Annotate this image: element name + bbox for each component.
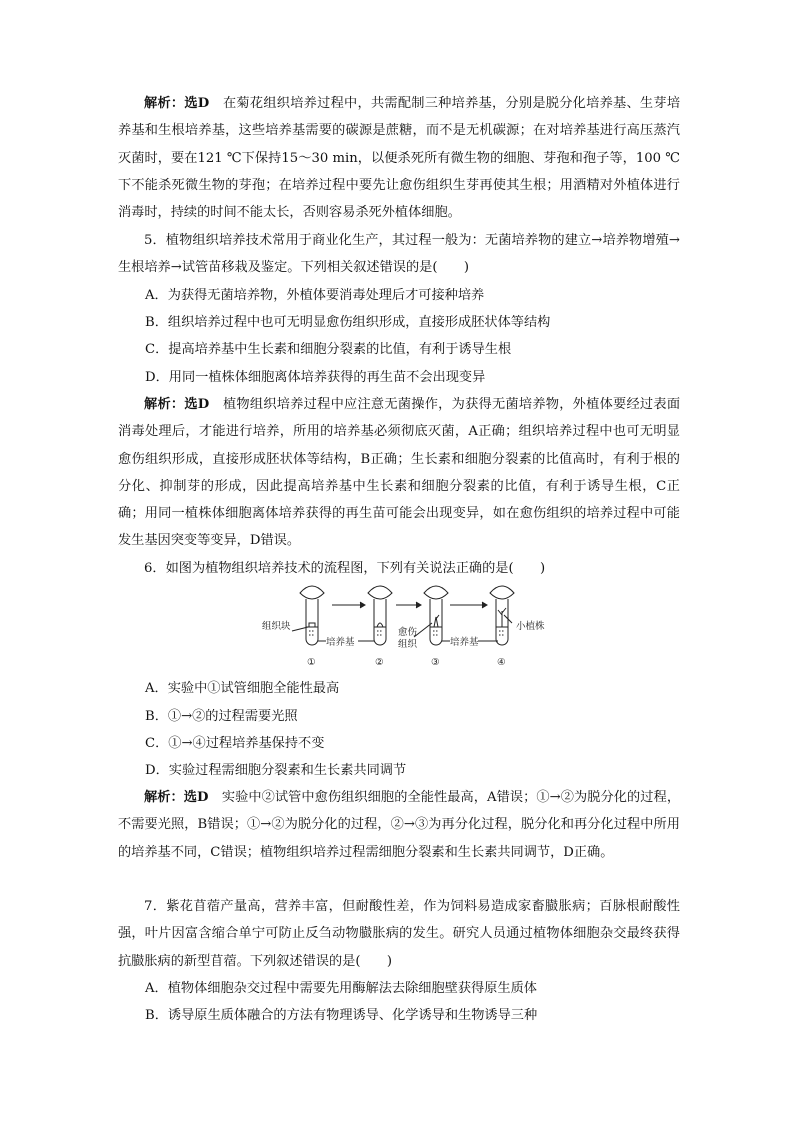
question-6-stem: 6．如图为植物组织培养技术的流程图，下列有关说法正确的是( ) bbox=[144, 561, 546, 576]
label-tissue-block: 组织块 bbox=[262, 621, 291, 632]
q7-option-b: B．诱导原生质体融合的方法有物理诱导、化学诱导和生物诱导三种 bbox=[145, 1008, 538, 1023]
analysis-label: 解析：选D bbox=[144, 790, 209, 805]
label-callus-2: 组织 bbox=[398, 639, 418, 650]
label-plantlet: 小植株 bbox=[516, 621, 545, 632]
q6-analysis bbox=[118, 784, 680, 866]
tube-number-1: ① bbox=[307, 657, 316, 668]
q4-analysis bbox=[118, 90, 680, 226]
analysis-label: 解析：选D bbox=[144, 397, 210, 412]
q6-option-a: A．实验中①试管细胞全能性最高 bbox=[145, 681, 340, 696]
q6-option-c: C．①→④过程培养基保持不变 bbox=[145, 736, 325, 751]
q7-option-a: A．植物体细胞杂交过程中需要先用酶解法去除细胞壁获得原生质体 bbox=[145, 981, 537, 996]
q5-option-a: A．为获得无菌培养物，外植体要消毒处理后才可接种培养 bbox=[145, 288, 485, 303]
analysis-label: 解析：选D bbox=[144, 96, 210, 111]
q5-option-c: C．提高培养基中生长素和细胞分裂素的比值，有利于诱导生根 bbox=[145, 342, 512, 357]
test-tube-4 bbox=[490, 586, 514, 645]
tube-number-3: ③ bbox=[431, 657, 440, 668]
question-7-stem: 7．紫花苜蓿产量高，营养丰富，但耐酸性差，作为饲料易造成家畜臌胀病；百脉根耐酸性强，叶片因富含缩合单宁可防止反刍动物臌胀病的发生。研究人员通过植物体细胞杂交最终获得抗臌胀病的新型苜蓿。下列叙述错误的是( ) bbox=[118, 899, 680, 969]
q5-option-d: D．用同一植株体细胞离体培养获得的再生苗不会出现变异 bbox=[145, 370, 486, 385]
tube-number-4: ④ bbox=[497, 657, 506, 668]
label-callus-1: 愈伤 bbox=[398, 627, 418, 638]
q5-option-b: B．组织培养过程中也可无明显愈伤组织形成，直接形成胚状体等结构 bbox=[145, 315, 551, 330]
tube-number-2: ② bbox=[375, 657, 384, 668]
test-tube-1 bbox=[300, 586, 324, 645]
test-tube-2 bbox=[368, 586, 392, 645]
analysis-text: 在菊花组织培养过程中，共需配制三种培养基，分别是脱分化培养基、生芽培养基和生根培养基，这些培养基需要的碳源是蔗糖，而不是无机碳源；在对培养基进行高压蒸汽灭菌时，要在121 ℃下保持15～30 min，以便杀死所有微生物的细胞、芽孢和孢子等，100 ℃下不能杀死微生物的芽孢；在培养过程中要先让愈伤组织生芽再使其生根；用酒精对外植体进行消毒时，持续的时间不能太长，否则容易杀死外植体细胞。 bbox=[118, 96, 681, 221]
tissue-culture-flow-diagram bbox=[262, 583, 562, 671]
label-medium-left: 培养基 bbox=[326, 637, 355, 648]
analysis-text: 实验中②试管中愈伤组织细胞的全能性最高，A错误；①→②为脱分化的过程，不需要光照，B错误；①→②为脱分化的过程，②→③为再分化过程，脱分化和再分化过程中所用的培养基不同，C错误；植物组织培养过程需细胞分裂素和生长素共同调节，D正确。 bbox=[118, 790, 681, 860]
test-tube-3 bbox=[424, 586, 448, 645]
q6-option-b: B．①→②的过程需要光照 bbox=[145, 709, 298, 724]
question-5-stem: 5．植物组织培养技术常用于商业化生产，其过程一般为：无菌培养物的建立→培养物增殖→生根培养→试管苗移栽及鉴定。下列相关叙述错误的是( ) bbox=[118, 233, 680, 276]
analysis-text: 植物组织培养过程中应注意无菌操作，为获得无菌培养物，外植体要经过表面消毒处理后，才能进行培养，所用的培养基必须彻底灭菌，A正确；组织培养过程中也可无明显愈伤组织形成，直接形成胚状体等结构，B正确；生长素和细胞分裂素的比值高时，有利于根的分化、抑制芽的形成，因此提高培养基中生长素和细胞分裂素的比值，有利于诱导生根，C正确；用同一植株体细胞离体培养获得的再生苗可能会出现变异，如在愈伤组织的培养过程中可能发生基因突变等变异，D错误。 bbox=[118, 397, 681, 549]
label-medium-right: 培养基 bbox=[450, 637, 479, 648]
q5-analysis bbox=[118, 391, 680, 555]
q6-option-d: D．实验过程需细胞分裂素和生长素共同调节 bbox=[145, 763, 407, 778]
